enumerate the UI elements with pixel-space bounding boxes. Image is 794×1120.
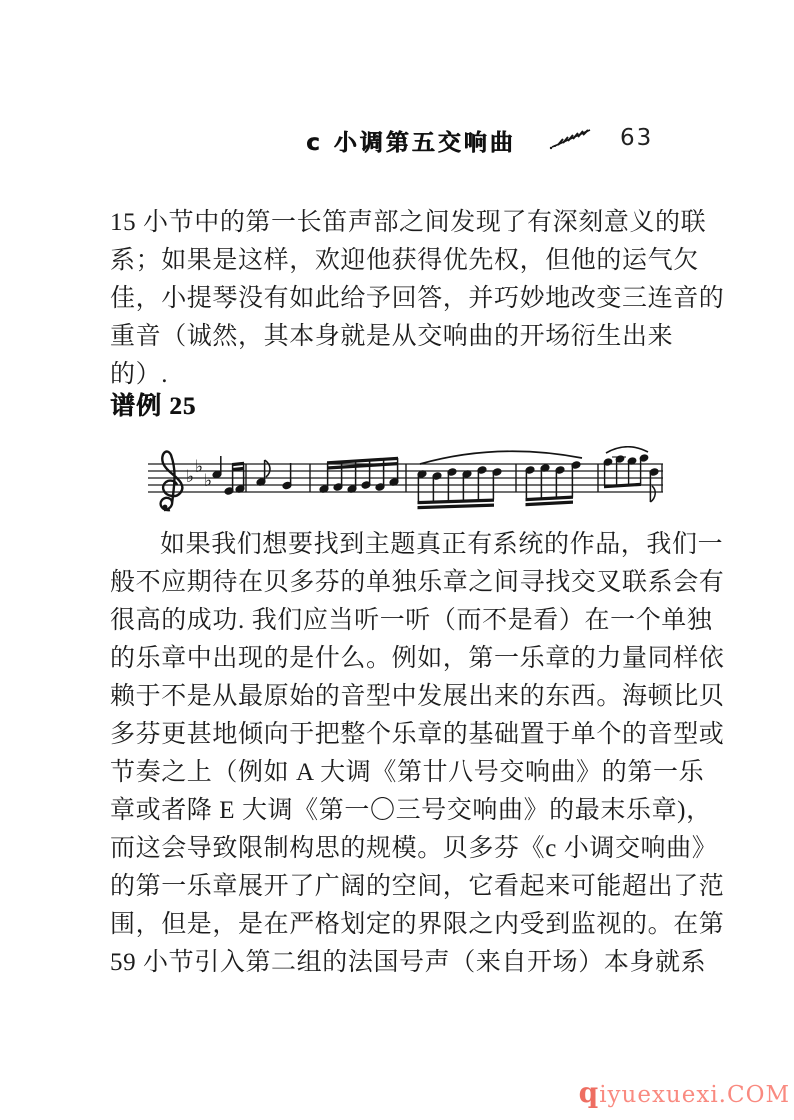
svg-text:♭: ♭ xyxy=(195,457,204,477)
text-line: 系；如果是这样，欢迎他获得优先权，但他的运气欠 xyxy=(110,247,699,274)
chapter-title: c 小调第五交响曲 xyxy=(306,130,516,156)
key-signature-flats xyxy=(186,457,212,491)
text-line: 多芬更甚地倾向于把整个乐章的基础置于单个的音型或 xyxy=(110,721,725,748)
text-line: 59 小节引入第二组的法国号声（来自开场）本身就系 xyxy=(110,949,707,976)
page-header xyxy=(0,124,794,168)
text-line: 赖于不是从最原始的音型中发展出来的东西。海顿比贝 xyxy=(110,683,725,710)
score-caption: 谱例 25 xyxy=(110,393,197,420)
text-line: 佳，小提琴没有如此给予回答，并巧妙地改变三连音的 xyxy=(110,285,725,312)
text-line: 重音（诚然，其本身就是从交响曲的开场衍生出来 xyxy=(110,323,674,350)
paragraph-1 xyxy=(110,204,725,394)
text-line: 章或者降 E 大调《第一〇三号交响曲》的最末乐章)， xyxy=(110,797,712,824)
site-watermark: qiyuexuexi.COM xyxy=(578,1076,790,1109)
text-line: 围，但是，是在严格划定的界限之内受到监视的。在第 xyxy=(110,911,725,938)
text-line: 15 小节中的第一长笛声部之间发现了有深刻意义的联 xyxy=(110,209,707,236)
svg-text:♭: ♭ xyxy=(186,467,195,487)
text-line: 的）. xyxy=(110,361,169,388)
music-score-svg xyxy=(146,446,668,522)
page-number: 63 xyxy=(620,125,654,151)
text-line: 般不应期待在贝多芬的单独乐章之间寻找交叉联系会有 xyxy=(110,569,725,596)
paragraph-2 xyxy=(110,526,725,982)
text-line: 而这会导致限制构思的规模。贝多芬《c 小调交响曲》 xyxy=(110,835,718,862)
music-score-image xyxy=(146,446,668,522)
text-line: 节奏之上（例如 A 大调《第廿八号交响曲》的第一乐 xyxy=(110,759,705,786)
text-line: 很高的成功. 我们应当听一听（而不是看）在一个单独 xyxy=(110,607,713,634)
text-line: 如果我们想要找到主题真正有系统的作品，我们一 xyxy=(160,531,724,558)
svg-text:♭: ♭ xyxy=(204,471,213,491)
treble-clef-icon xyxy=(161,451,183,510)
quill-flourish-icon xyxy=(548,126,596,157)
text-line: 的第一乐章展开了广阔的空间，它看起来可能超出了范 xyxy=(110,873,725,900)
text-line: 的乐章中出现的是什么。例如，第一乐章的力量同样依 xyxy=(110,645,725,672)
